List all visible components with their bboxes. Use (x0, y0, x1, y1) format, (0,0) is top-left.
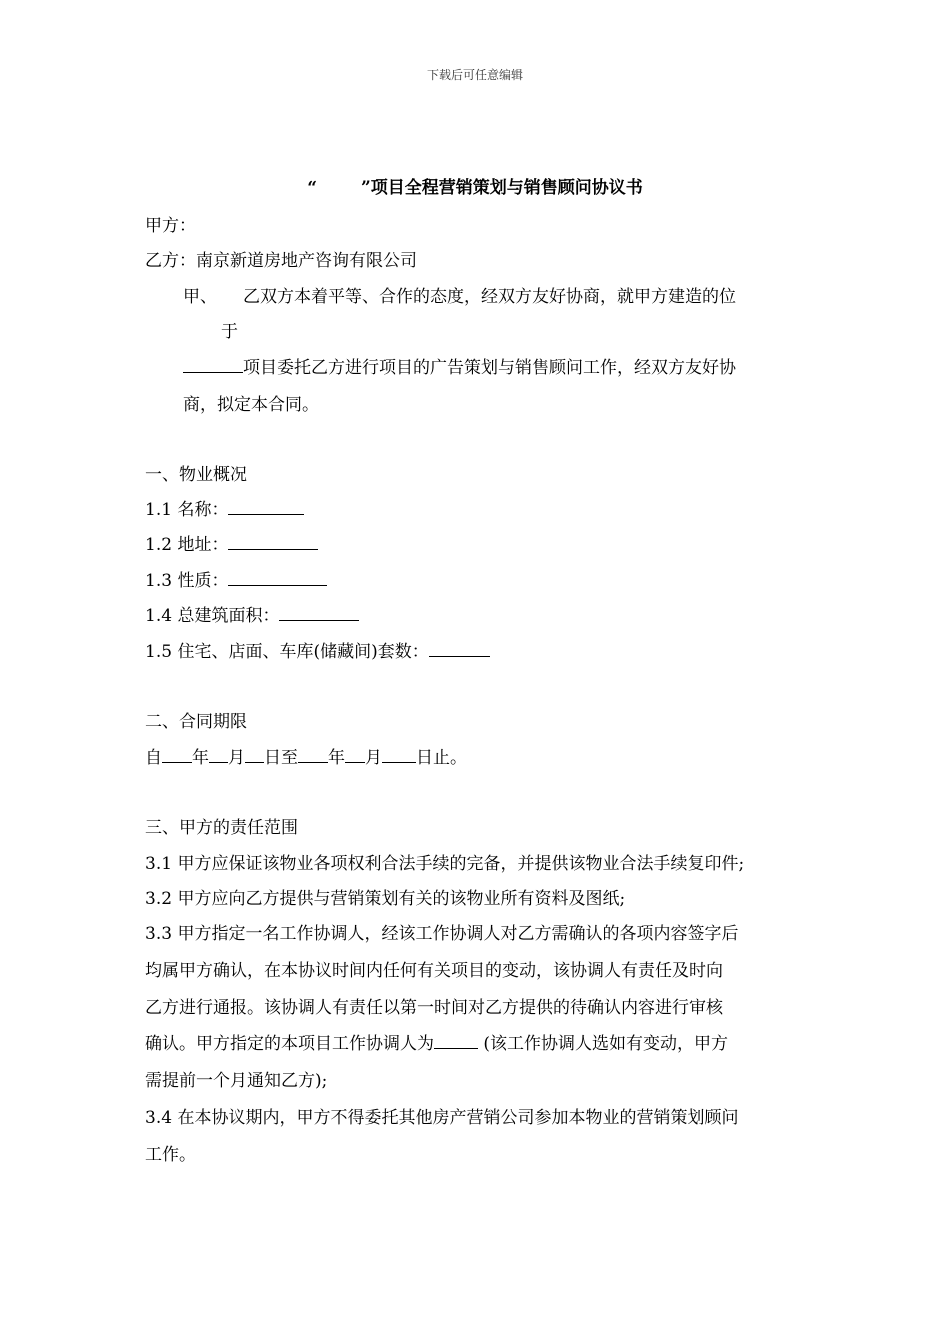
item-1-4-label: 1.4 总建筑面积： (145, 606, 280, 626)
section1-heading: 一、物业概况 (145, 465, 247, 485)
end-year-blank (298, 748, 328, 763)
start-year-blank (162, 748, 192, 763)
intro-line-4: 商，拟定本合同。 (183, 395, 319, 415)
item-1-1-label: 1.1 名称： (145, 500, 229, 520)
item-1-3-label: 1.3 性质： (145, 571, 229, 591)
coordinator-label: 确认。甲方指定的本项目工作协调人为 (145, 1034, 434, 1054)
term-month-label: 月 (228, 748, 245, 768)
title-close-quote: ” (361, 178, 371, 198)
section2-heading: 二、合同期限 (145, 712, 247, 732)
item-1-4 (145, 601, 359, 626)
intro-line-3 (183, 353, 736, 378)
term-day-to-label: 日至 (264, 748, 298, 768)
item-1-5-label: 1.5 住宅、店面、车库(储藏间)套数： (145, 642, 429, 662)
units-blank (429, 642, 490, 657)
intro-party-a: 甲、 (183, 287, 217, 307)
clause-3-3-line-5: 需提前一个月通知乙方); (145, 1071, 328, 1091)
clause-3-2: 3.2 甲方应向乙方提供与营销策划有关的该物业所有资料及图纸; (145, 889, 626, 909)
clause-3-1: 3.1 甲方应保证该物业各项权利合法手续的完备，并提供该物业合法手续复印件; (145, 854, 745, 874)
section3-heading: 三、甲方的责任范围 (145, 818, 298, 838)
clause-3-3-line-2: 均属甲方确认，在本协议时间内任何有关项目的变动，该协调人有责任及时向 (145, 961, 723, 981)
intro-line-3-text: 项目委托乙方进行项目的广告策划与销售顾问工作，经双方友好协 (243, 358, 736, 378)
clause-3-3-line-1: 3.3 甲方指定一名工作协调人，经该工作协调人对乙方需确认的各项内容签字后 (145, 924, 739, 944)
address-blank (228, 535, 318, 550)
party-b-line: 乙方：南京新道房地产咨询有限公司 (145, 251, 417, 271)
project-name-blank (183, 358, 243, 373)
intro-line-2: 于 (221, 322, 238, 342)
title-open-quote: “ (307, 178, 317, 198)
start-month-blank (209, 748, 228, 763)
intro-line-1 (183, 282, 736, 307)
item-1-1 (145, 495, 304, 520)
nature-blank (228, 571, 327, 586)
item-1-2 (145, 530, 318, 555)
item-1-3 (145, 566, 327, 591)
party-a-line: 甲方： (145, 216, 196, 236)
term-month2-label: 月 (365, 748, 382, 768)
term-end-label: 日止。 (416, 748, 467, 768)
end-day-blank (382, 748, 416, 763)
coordinator-note: (该工作协调人选如有变动，甲方 (478, 1034, 729, 1054)
start-day-blank (245, 748, 264, 763)
term-year-label: 年 (192, 748, 209, 768)
coordinator-blank (434, 1034, 478, 1049)
term-year2-label: 年 (328, 748, 345, 768)
term-from: 自 (145, 748, 162, 768)
item-1-2-label: 1.2 地址： (145, 535, 229, 555)
item-1-5 (145, 637, 490, 662)
clause-3-4-line-2: 工作。 (145, 1145, 196, 1165)
document-title (0, 173, 950, 198)
term-line (145, 743, 467, 768)
name-blank (228, 500, 304, 515)
clause-3-3-line-3: 乙方进行通报。该协调人有责任以第一时间对乙方提供的待确认内容进行审核 (145, 998, 723, 1018)
clause-3-4-line-1: 3.4 在本协议期内，甲方不得委托其他房产营销公司参加本物业的营销策划顾问 (145, 1108, 739, 1128)
title-text: 项目全程营销策划与销售顾问协议书 (370, 178, 643, 198)
intro-text: 乙双方本着平等、合作的态度，经双方友好协商，就甲方建造的位 (243, 287, 736, 307)
clause-3-3-line-4 (145, 1029, 728, 1054)
header-note: 下载后可任意编辑 (426, 68, 523, 82)
area-blank (279, 606, 359, 621)
end-month-blank (345, 748, 365, 763)
